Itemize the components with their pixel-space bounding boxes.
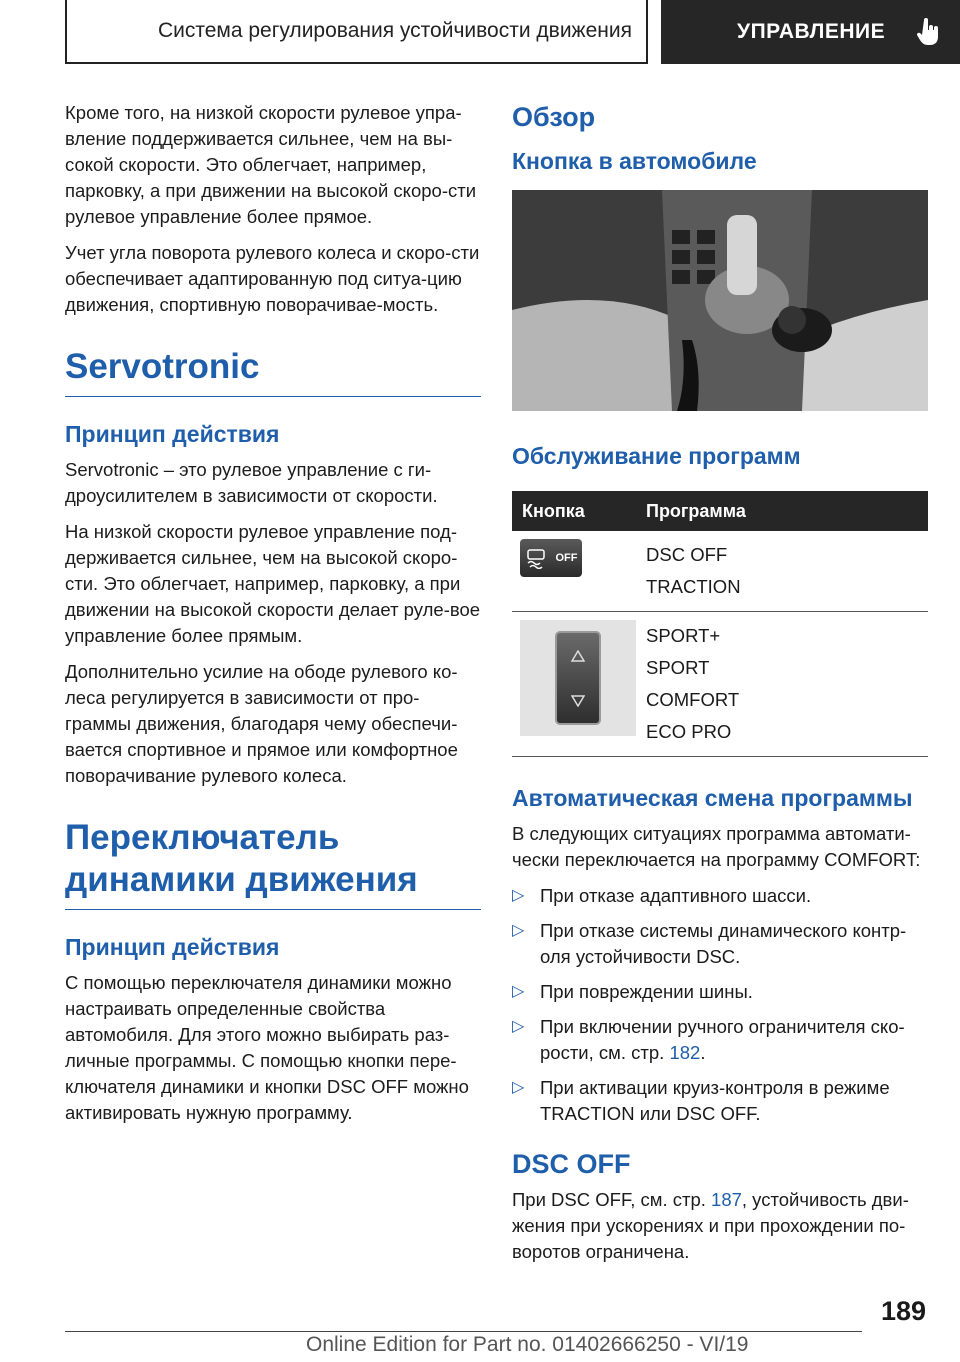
program-sport-plus: SPORT+ — [646, 625, 721, 646]
hand-pointer-icon — [916, 18, 940, 48]
program-cell — [636, 612, 928, 757]
program-traction: TRACTION — [646, 576, 741, 597]
program-comfort: COMFORT — [646, 689, 740, 710]
triangle-bullet-icon: ▷ — [512, 922, 525, 939]
skidding-car-icon — [525, 547, 547, 569]
edition-text: Online Edition for Part no. 01402666250 - VI/19 — [306, 1333, 749, 1356]
dsc-off-badge: OFF — [555, 552, 578, 564]
dsc-off-paragraph — [512, 1187, 928, 1265]
section-tab[interactable] — [661, 0, 960, 64]
intro-paragraph-2: Учет угла поворота рулевого колеса и скоро-сти обеспечивает адаптированную под ситуа-цию движения, спортивную поворачивае-мость. — [65, 242, 480, 315]
dsc-off-title: DSC OFF — [512, 1149, 631, 1179]
switch-title: Переключатель динамики движения — [65, 818, 418, 899]
right-column — [512, 100, 928, 1275]
dynamic-switch-button-cell — [512, 612, 636, 757]
program-sport: SPORT — [646, 657, 710, 678]
list-item-end: . — [700, 1042, 706, 1063]
dsc-off-button[interactable] — [520, 539, 582, 577]
switch-heading-block — [65, 817, 481, 910]
button-in-car-title: Кнопка в автомобиле — [512, 148, 757, 174]
list-item — [512, 1075, 928, 1127]
triangle-bullet-icon: ▷ — [512, 1079, 525, 1096]
column-header-program: Программа — [636, 491, 928, 531]
triangle-bullet-icon: ▷ — [512, 1018, 525, 1035]
list-item-text: При повреждении шины. — [540, 981, 753, 1002]
servotronic-heading-block — [65, 346, 481, 397]
chapter-header — [65, 0, 648, 64]
auto-change-list — [512, 883, 928, 1127]
car-console-photo — [512, 190, 928, 411]
program-dsc-off: DSC OFF — [646, 544, 728, 565]
servotronic-paragraph-1: Servotronic – это рулевое управление с ги-дроусилителем в зависимости от скорости. — [65, 459, 438, 506]
servotronic-title: Servotronic — [65, 347, 260, 386]
intro-paragraph-1: Кроме того, на низкой скорости рулевое упра-вление поддерживается сильнее, чем на вы-сокой скорости. Это облегчает, например, парковку, а при движении на высокой скоро-сти рулевое управление более прямое. — [65, 102, 477, 227]
triangle-down-icon — [571, 695, 585, 707]
overview-title: Обзор — [512, 102, 596, 132]
auto-change-paragraph: В следующих ситуациях программа автомати-чески переключается на программу COMFORT: — [512, 823, 921, 870]
table-row — [512, 531, 928, 612]
page-link-187[interactable]: 187 — [711, 1189, 742, 1210]
list-item — [512, 979, 928, 1005]
list-item-text: При включении ручного ограничителя ско-рости, см. стр. — [540, 1016, 905, 1063]
switch-paragraph-1: С помощью переключателя динамики можно настраивать определенные свойства автомобиля. Для этого можно выбирать раз-личные программы. С помощью кнопки пере-ключателя динамики и кнопки DSC OFF можно активировать нужную программу. — [65, 972, 469, 1123]
left-column — [65, 100, 481, 1136]
dsc-off-button-cell — [512, 531, 636, 612]
list-item-text: При активации круиз-контроля в режиме TRACTION или DSC OFF. — [540, 1077, 890, 1124]
servotronic-subtitle: Принцип действия — [65, 421, 280, 447]
table-header-row — [512, 491, 928, 531]
servotronic-paragraph-3: Дополнительно усилие на ободе рулевого ко-леса регулируется в зависимости от про-граммы движения, благодаря чему обеспечи-вается спортивное и прямое или комфортное поворачивание рулевого колеса. — [65, 661, 458, 786]
dynamic-switch-rocker[interactable] — [555, 631, 601, 725]
dsc-text-end: , устойчивость дви-жения при ускорениях и при прохождении по-воротов ограничена. — [512, 1189, 909, 1262]
section-label: УПРАВЛЕНИЕ — [737, 20, 886, 43]
program-cell — [636, 531, 928, 612]
auto-change-title: Автоматическая смена программы — [512, 785, 913, 811]
page-link-182[interactable]: 182 — [669, 1042, 701, 1063]
console-illustration — [512, 190, 928, 411]
footer-divider — [65, 1331, 862, 1332]
chapter-title: Система регулирования устойчивости движения — [157, 19, 632, 42]
dynamic-switch-image — [520, 620, 636, 736]
program-table — [512, 491, 928, 757]
program-eco-pro: ECO PRO — [646, 721, 732, 742]
list-item — [512, 1014, 928, 1066]
page-number: 189 — [880, 1296, 926, 1326]
list-item-text: При отказе системы динамического контр-оля устойчивости DSC. — [540, 920, 907, 967]
triangle-bullet-icon: ▷ — [512, 983, 525, 1000]
dsc-text-start: При DSC OFF, см. стр. — [512, 1189, 706, 1210]
list-item — [512, 883, 928, 909]
triangle-up-icon — [571, 650, 585, 662]
table-row — [512, 612, 928, 757]
list-item-text: При отказе адаптивного шасси. — [540, 885, 812, 906]
column-header-button: Кнопка — [512, 491, 636, 531]
program-control-title: Обслуживание программ — [512, 443, 801, 469]
list-item — [512, 918, 928, 970]
triangle-bullet-icon: ▷ — [512, 887, 525, 904]
switch-subtitle: Принцип действия — [65, 934, 280, 960]
servotronic-paragraph-2: На низкой скорости рулевое управление под-держивается сильнее, чем на высокой скоро-сти. Это облегчает, например, парковку, а при движении на высокой скорости делает руле-вое управление более прямым. — [65, 521, 481, 646]
